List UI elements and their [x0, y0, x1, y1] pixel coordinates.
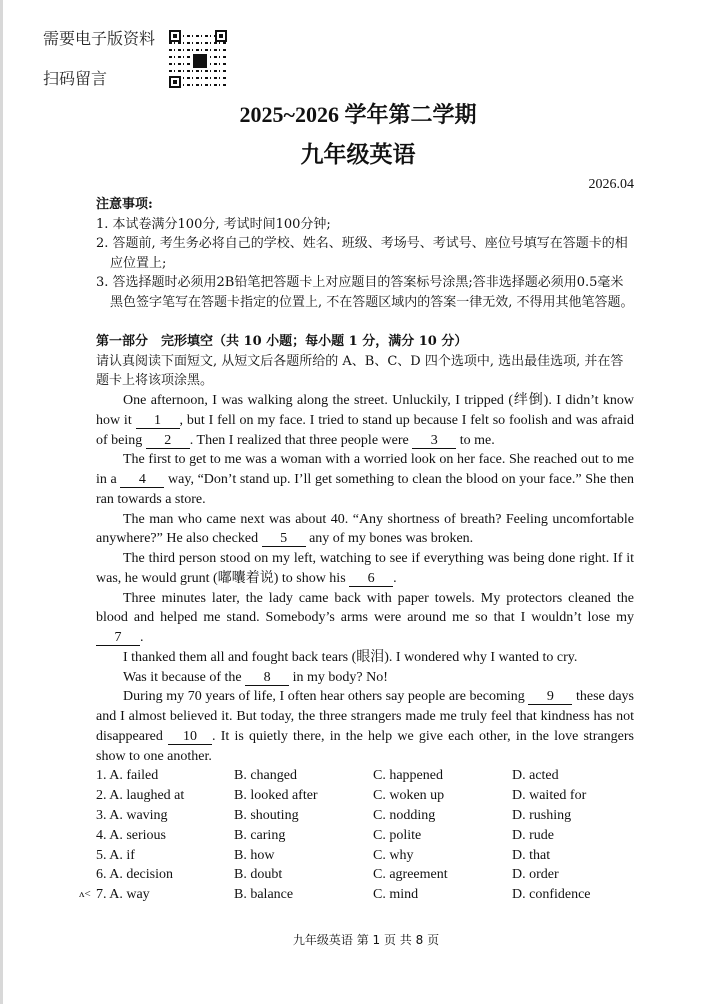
- option-d: D. order: [512, 867, 559, 883]
- option-a: 6. A. decision: [96, 867, 173, 883]
- exam-title: 2025~2026 学年第二学期: [239, 102, 477, 127]
- notes-heading: 注意事项:: [96, 197, 153, 212]
- paragraph: [96, 648, 634, 668]
- passage-text: .: [140, 630, 144, 646]
- passage-text: any of my bones was broken.: [305, 531, 474, 547]
- section-header: [96, 332, 636, 391]
- option-b: B. how: [234, 847, 275, 863]
- option-d: D. that: [512, 847, 551, 863]
- question-row: [96, 846, 656, 866]
- option-b: B. caring: [234, 827, 286, 843]
- option-c: C. nodding: [373, 807, 436, 823]
- question-row: [79, 885, 656, 905]
- option-c: C. polite: [373, 827, 422, 843]
- promo-text-2: 扫码留言: [43, 69, 108, 88]
- note-item: 3. 答选择题时必须用2B铅笔把答题卡上对应题目的答案标号涂黑;答非选择题必须用0.5毫米黑色签字笔写在答题卡指定的位置上, 不在答题区域内的答案一律无效, 不得用其他笔答题。: [96, 275, 634, 310]
- qr-code: [169, 30, 227, 88]
- option-b: B. changed: [234, 768, 297, 784]
- notes: [96, 195, 636, 312]
- option-b: B. balance: [234, 887, 294, 903]
- option-c: C. happened: [373, 768, 443, 784]
- exam-date: 2026.04: [588, 177, 634, 192]
- blank-5: 5: [262, 531, 306, 547]
- passage-text: The man who came next was about 40. “Any shortness of breath? Feeling uncomfortable anywhere?” He also checked: [96, 511, 634, 547]
- passage-text: , but I fell on my face. I tried to stand up because I felt so foolish and was afraid of being: [96, 412, 634, 448]
- passage-text: I thanked them all and fought back tears (眼泪). I wondered why I wanted to cry.: [123, 649, 578, 665]
- question-row: [96, 806, 656, 826]
- paragraph: [96, 589, 634, 648]
- option-b: B. doubt: [234, 867, 283, 883]
- option-c: C. woken up: [373, 788, 445, 804]
- promo-text-1: 需要电子版资料: [43, 29, 156, 48]
- option-c: C. agreement: [373, 867, 448, 883]
- blank-8: 8: [245, 670, 289, 686]
- section-heading: 第一部分 完形填空（共 10 小题；每小题 1 分，满分 10 分）: [96, 334, 468, 349]
- page-footer: 九年级英语 第 1 页 共 8 页: [292, 932, 440, 947]
- passage-text: in my body? No!: [289, 669, 388, 685]
- passage-text: During my 70 years of life, I often hear others say people are becoming: [123, 689, 529, 705]
- blank-10: 10: [168, 729, 212, 745]
- blank-7: 7: [96, 630, 140, 646]
- option-a: 5. A. if: [96, 847, 135, 863]
- section-instruction: 请认真阅读下面短文, 从短文后各题所给的 A、B、C、D 四个选项中, 选出最佳选项, 并在答题卡上将该项涂黑。: [96, 353, 624, 389]
- blank-3: 3: [412, 433, 456, 449]
- blank-4: 4: [120, 472, 164, 488]
- option-c: C. mind: [373, 887, 419, 903]
- passage: [96, 391, 634, 766]
- handwritten-mark: ʌ<: [79, 888, 91, 901]
- passage-text: Three minutes later, the lady came back with paper towels. My protectors cleaned the blood and helped me stand. Somebody’s arms were around me so that I wouldn’t lose my: [96, 590, 634, 626]
- paragraph: [96, 549, 634, 589]
- passage-text: these days and I almost believed it. But today, the three strangers made me truly feel that kindness has not disappeared: [96, 689, 634, 744]
- option-d: D. rushing: [512, 807, 572, 823]
- note-item: 1. 本试卷满分100分, 考试时间100分钟;: [96, 216, 331, 232]
- passage-text: One afternoon, I was walking along the street. Unluckily, I tripped (绊倒). I didn’t know how it: [96, 393, 634, 428]
- paragraph: [96, 391, 634, 450]
- blank-2: 2: [146, 433, 190, 449]
- exam-subject: 九年级英语: [300, 141, 416, 168]
- passage-text: way, “Don’t stand up. I’ll get something to clean the blood on your face.” She then ran towards a store.: [96, 472, 634, 507]
- option-c: C. why: [373, 847, 414, 863]
- passage-text: The first to get to me was a woman with a worried look on her face. She reached out to me in a: [96, 452, 634, 488]
- passage-text: The third person stood on my left, watching to see if everything was being done right. If it was, he would grunt (嘟囔着说) to show his: [96, 551, 634, 586]
- option-d: D. rude: [512, 827, 554, 843]
- option-a: 2. A. laughed at: [96, 788, 185, 804]
- option-d: D. confidence: [512, 887, 591, 903]
- options-list: [79, 766, 656, 905]
- blank-1: 1: [136, 413, 180, 429]
- option-a: 3. A. waving: [96, 807, 168, 823]
- passage-text: .: [393, 570, 397, 586]
- question-row: [96, 865, 656, 885]
- option-a: 7. A. way: [96, 887, 150, 903]
- option-b: B. shouting: [234, 807, 299, 823]
- passage-text: Was it because of the: [123, 669, 246, 685]
- page-content: [79, 195, 636, 948]
- passage-text: . Then I realized that three people were: [189, 432, 413, 448]
- paragraph: [96, 668, 634, 688]
- paragraph: [96, 510, 634, 550]
- option-b: B. looked after: [234, 788, 318, 804]
- question-row: [96, 766, 656, 786]
- passage-text: to me.: [456, 432, 495, 448]
- note-item: 2. 答题前, 考生务必将自己的学校、姓名、班级、考场号、考试号、座位号填写在答题卡的相应位置上;: [96, 236, 628, 271]
- passage-text: . It is quietly there, in the help we give each other, in the love strangers show to one another.: [96, 728, 634, 764]
- blank-6: 6: [349, 571, 393, 587]
- paragraph: [96, 687, 634, 766]
- option-d: D. acted: [512, 768, 559, 784]
- option-a: 4. A. serious: [96, 827, 166, 843]
- question-row: [96, 786, 656, 806]
- blank-9: 9: [528, 689, 572, 705]
- question-row: [96, 826, 656, 846]
- option-d: D. waited for: [512, 788, 587, 804]
- paragraph: [96, 450, 634, 509]
- option-a: 1. A. failed: [96, 768, 159, 784]
